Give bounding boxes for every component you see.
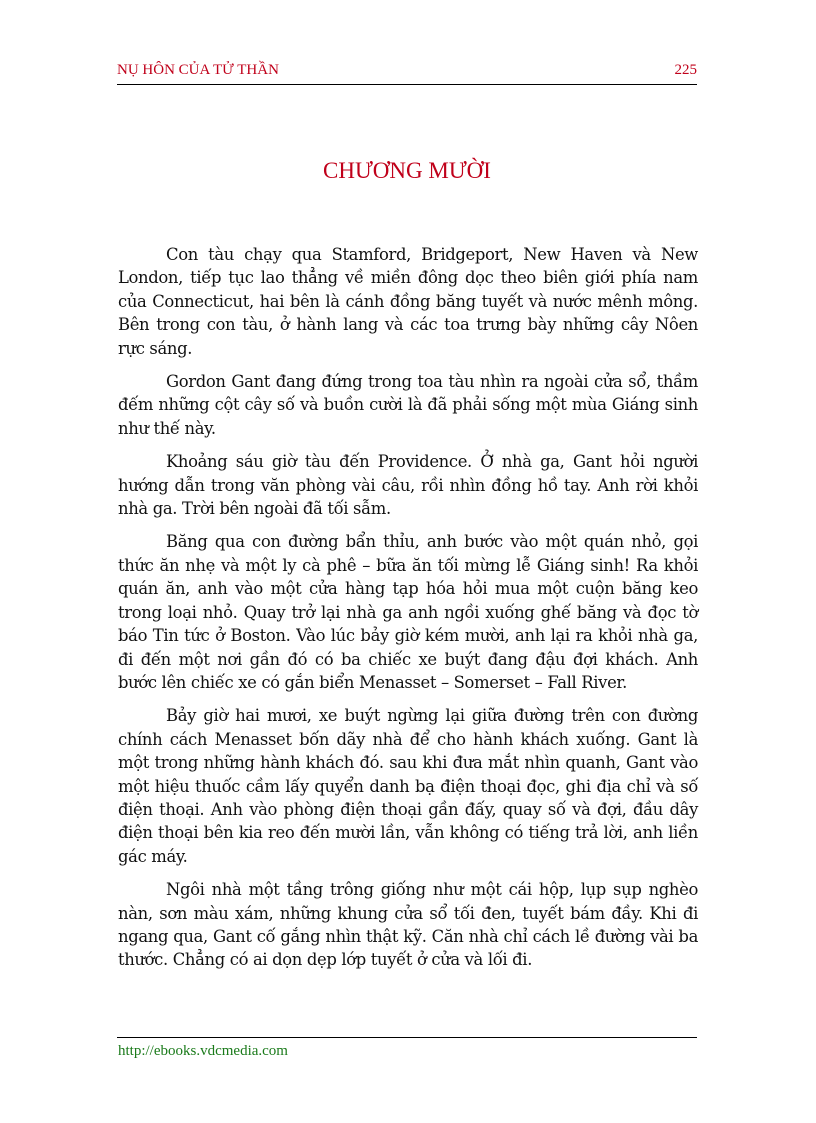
running-header (117, 60, 697, 85)
footer-divider (117, 1037, 697, 1038)
page-number: 225 (674, 62, 697, 78)
chapter-title: CHƯƠNG MƯỜI (323, 158, 491, 183)
paragraph: Con tàu chạy qua Stamford, Bridgeport, New Haven và New London, tiếp tục lao thẳng về miền đông dọc theo biên giới phía nam của Connecticut, hai bên là cánh đồng băng tuyết và nước mênh mông. Bên trong con tàu, ở hành lang và các toa trưng bày những cây Nôen rực sáng. (118, 245, 698, 358)
book-title: NỤ HÔN CỦA TỬ THẦN (117, 62, 279, 78)
paragraph: Khoảng sáu giờ tàu đến Providence. Ở nhà ga, Gant hỏi người hướng dẫn trong văn phòng vài câu, rồi nhìn đồng hồ tay. Anh rời khỏi nhà ga. Trời bên ngoài đã tối sẫm. (118, 452, 698, 519)
paragraph: Bảy giờ hai mươi, xe buýt ngừng lại giữa đường trên con đường chính cách Menasset bốn dãy nhà để cho hành khách xuống. Gant là một trong những hành khách đó. sau khi đưa mắt nhìn quanh, Gant vào một hiệu thuốc cầm lấy quyển danh bạ điện thoại đọc, ghi địa chỉ và số điện thoại. Anh vào phòng điện thoại gần đấy, quay số và đợi, đầu dây điện thoại bên kia reo đến mười lần, vẫn không có tiếng trả lời, anh liền gác máy. (118, 706, 698, 866)
paragraph: Ngôi nhà một tầng trông giống như một cái hộp, lụp sụp nghèo nàn, sơn màu xám, những khung cửa sổ tối đen, tuyết bám đầy. Khi đi ngang qua, Gant cố gắng nhìn thật kỹ. Căn nhà chỉ cách lề đường vài ba thước. Chẳng có ai dọn dẹp lớp tuyết ở cửa và lối đi. (118, 880, 698, 970)
footer-link[interactable]: http://ebooks.vdcmedia.com (118, 1043, 288, 1059)
chapter-body (118, 243, 698, 982)
paragraph: Gordon Gant đang đứng trong toa tàu nhìn ra ngoài cửa sổ, thầm đếm những cột cây số và buồn cười là đã phải sống một mùa Giáng sinh như thế này. (118, 372, 698, 438)
paragraph: Băng qua con đường bẩn thỉu, anh bước vào một quán nhỏ, gọi thức ăn nhẹ và một ly cà phê – bữa ăn tối mừng lễ Giáng sinh! Ra khỏi quán ăn, anh vào một cửa hàng tạp hóa hỏi mua một cuộn băng keo trong loại nhỏ. Quay trở lại nhà ga anh ngồi xuống ghế băng và đọc tờ báo Tin tức ở Boston. Vào lúc bảy giờ kém mười, anh lại ra khỏi nhà ga, đi đến một nơi gần đó có ba chiếc xe buýt đang đậu đợi khách. Anh bước lên chiếc xe có gắn biển Menasset – Somerset – Fall River. (118, 532, 698, 692)
